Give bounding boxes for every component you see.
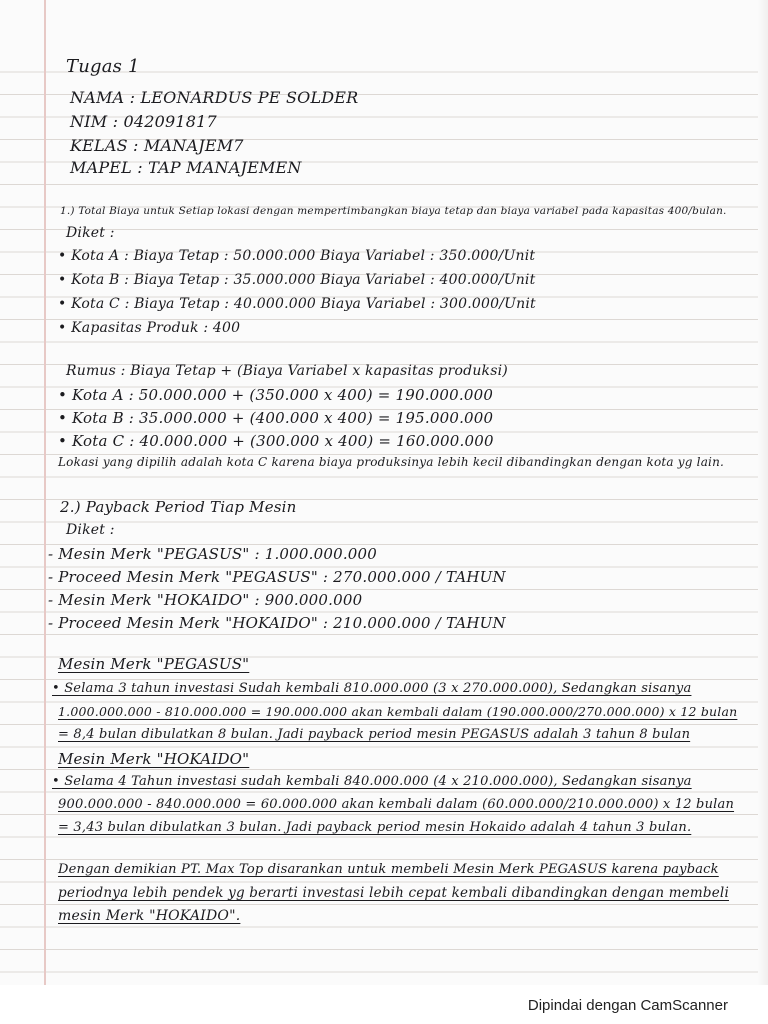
assignment-title: Tugas 1 [66,56,140,77]
closing-line: Dengan demikian PT. Max Top disarankan untuk membeli Mesin Merk PEGASUS karena payback [58,862,719,877]
margin-line [44,0,46,985]
student-class: KELAS : MANAJEM7 [70,136,244,155]
scanner-watermark: Dipindai dengan CamScanner [527,997,728,1014]
section2-diket: Diket : [66,522,115,538]
section2-item: - Mesin Merk "PEGASUS" : 1.000.000.000 [48,545,378,563]
section1-item: • Kota B : Biaya Tetap : 35.000.000 Biaya Variabel : 400.000/Unit [58,272,536,288]
subject: MAPEL : TAP MANAJEMEN [70,158,302,177]
section1-heading: 1.) Total Biaya untuk Setiap lokasi dengan mempertimbangkan biaya tetap dan biaya variabel pada kapasitas 400/bulan. [60,205,727,217]
page-edge [758,0,768,985]
pegasus-line: = 8,4 bulan dibulatkan 8 bulan. Jadi payback period mesin PEGASUS adalah 3 tahun 8 bulan [58,727,691,742]
section2-heading: 2.) Payback Period Tiap Mesin [60,498,297,516]
pegasus-line: • Selama 3 tahun investasi Sudah kembali 810.000.000 (3 x 270.000.000), Sedangkan sisanya [52,681,692,696]
section1-item: • Kota A : Biaya Tetap : 50.000.000 Biaya Variabel : 350.000/Unit [58,248,536,264]
section1-item: • Kapasitas Produk : 400 [58,320,241,336]
section2-item: - Proceed Mesin Merk "HOKAIDO" : 210.000.000 / TAHUN [48,614,506,632]
section1-diket: Diket : [66,225,115,241]
student-name: NAMA : LEONARDUS PE SOLDER [70,88,359,107]
section1-calc: • Kota A : 50.000.000 + (350.000 x 400) = 190.000.000 [58,386,494,404]
pegasus-title: Mesin Merk "PEGASUS" [58,655,250,673]
section2-item: - Mesin Merk "HOKAIDO" : 900.000.000 [48,591,363,609]
section1-calc: • Kota C : 40.000.000 + (300.000 x 400) = 160.000.000 [58,432,494,450]
section1-item: • Kota C : Biaya Tetap : 40.000.000 Biaya Variabel : 300.000/Unit [58,296,536,312]
hokaido-line: = 3,43 bulan dibulatkan 3 bulan. Jadi payback period mesin Hokaido adalah 4 tahun 3 bulan. [58,820,692,835]
pegasus-line: 1.000.000.000 - 810.000.000 = 190.000.000 akan kembali dalam (190.000.000/270.000.000) x 12 bulan [58,704,738,719]
closing-line: mesin Merk "HOKAIDO". [58,908,241,924]
hokaido-line: 900.000.000 - 840.000.000 = 60.000.000 akan kembali dalam (60.000.000/210.000.000) x 12 bulan [58,797,735,812]
section1-formula: Rumus : Biaya Tetap + (Biaya Variabel x kapasitas produksi) [66,363,508,379]
section1-conclusion: Lokasi yang dipilih adalah kota C karena biaya produksinya lebih kecil dibandingkan dengan kota yg lain. [58,455,725,469]
section2-item: - Proceed Mesin Merk "PEGASUS" : 270.000.000 / TAHUN [48,568,506,586]
hokaido-title: Mesin Merk "HOKAIDO" [58,750,250,768]
section1-calc: • Kota B : 35.000.000 + (400.000 x 400) = 195.000.000 [58,409,494,427]
hokaido-line: • Selama 4 Tahun investasi sudah kembali 840.000.000 (4 x 210.000.000), Sedangkan sisanya [52,774,692,789]
student-nim: NIM : 042091817 [70,112,217,131]
closing-line: periodnya lebih pendek yg berarti investasi lebih cepat kembali dibandingkan dengan membeli [58,885,729,901]
